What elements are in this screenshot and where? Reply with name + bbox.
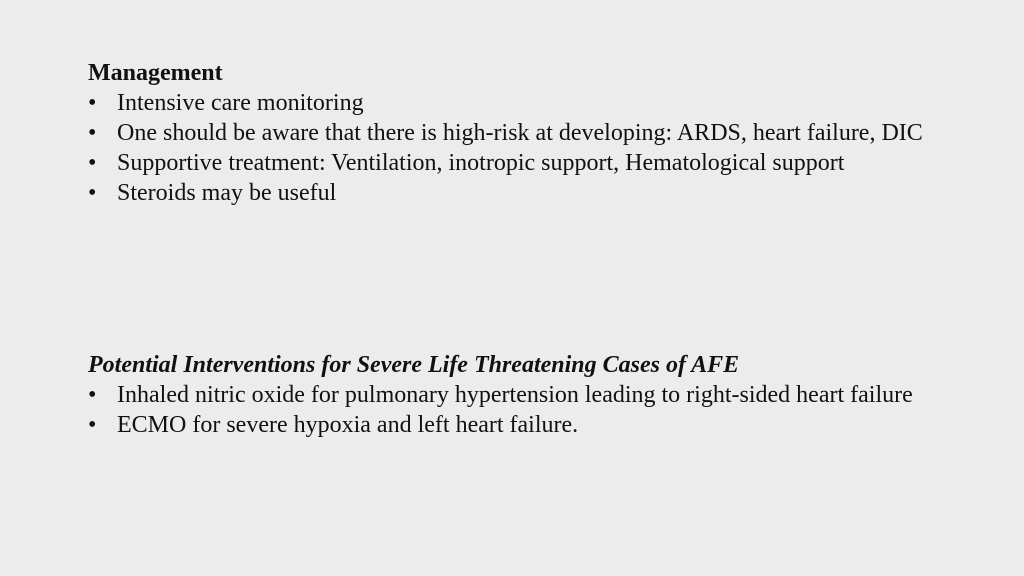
bullet-icon: • <box>88 180 97 206</box>
bullet-icon: • <box>88 382 97 408</box>
list-item-text: Steroids may be useful <box>117 180 337 206</box>
list-item <box>88 178 934 208</box>
management-heading: Management <box>88 60 223 86</box>
list-item-text: One should be aware that there is high-risk at developing: ARDS, heart failure, DIC <box>117 120 923 146</box>
list-item-text: Intensive care monitoring <box>117 90 364 116</box>
bullet-icon: • <box>88 150 97 176</box>
list-item-text: Inhaled nitric oxide for pulmonary hypertension leading to right-sided heart failure <box>117 382 913 408</box>
list-item-text: ECMO for severe hypoxia and left heart failure. <box>117 412 579 438</box>
list-item <box>88 148 934 178</box>
management-list <box>88 88 934 208</box>
list-item <box>88 118 934 148</box>
interventions-list <box>88 380 934 440</box>
list-item <box>88 410 934 440</box>
list-item <box>88 88 934 118</box>
management-section <box>88 58 934 208</box>
bullet-icon: • <box>88 120 97 146</box>
list-item-text: Supportive treatment: Ventilation, inotropic support, Hematological support <box>117 150 845 176</box>
list-item <box>88 380 934 410</box>
bullet-icon: • <box>88 412 97 438</box>
interventions-section <box>88 350 934 440</box>
interventions-heading: Potential Interventions for Severe Life Threatening Cases of AFE <box>88 352 740 378</box>
bullet-icon: • <box>88 90 97 116</box>
